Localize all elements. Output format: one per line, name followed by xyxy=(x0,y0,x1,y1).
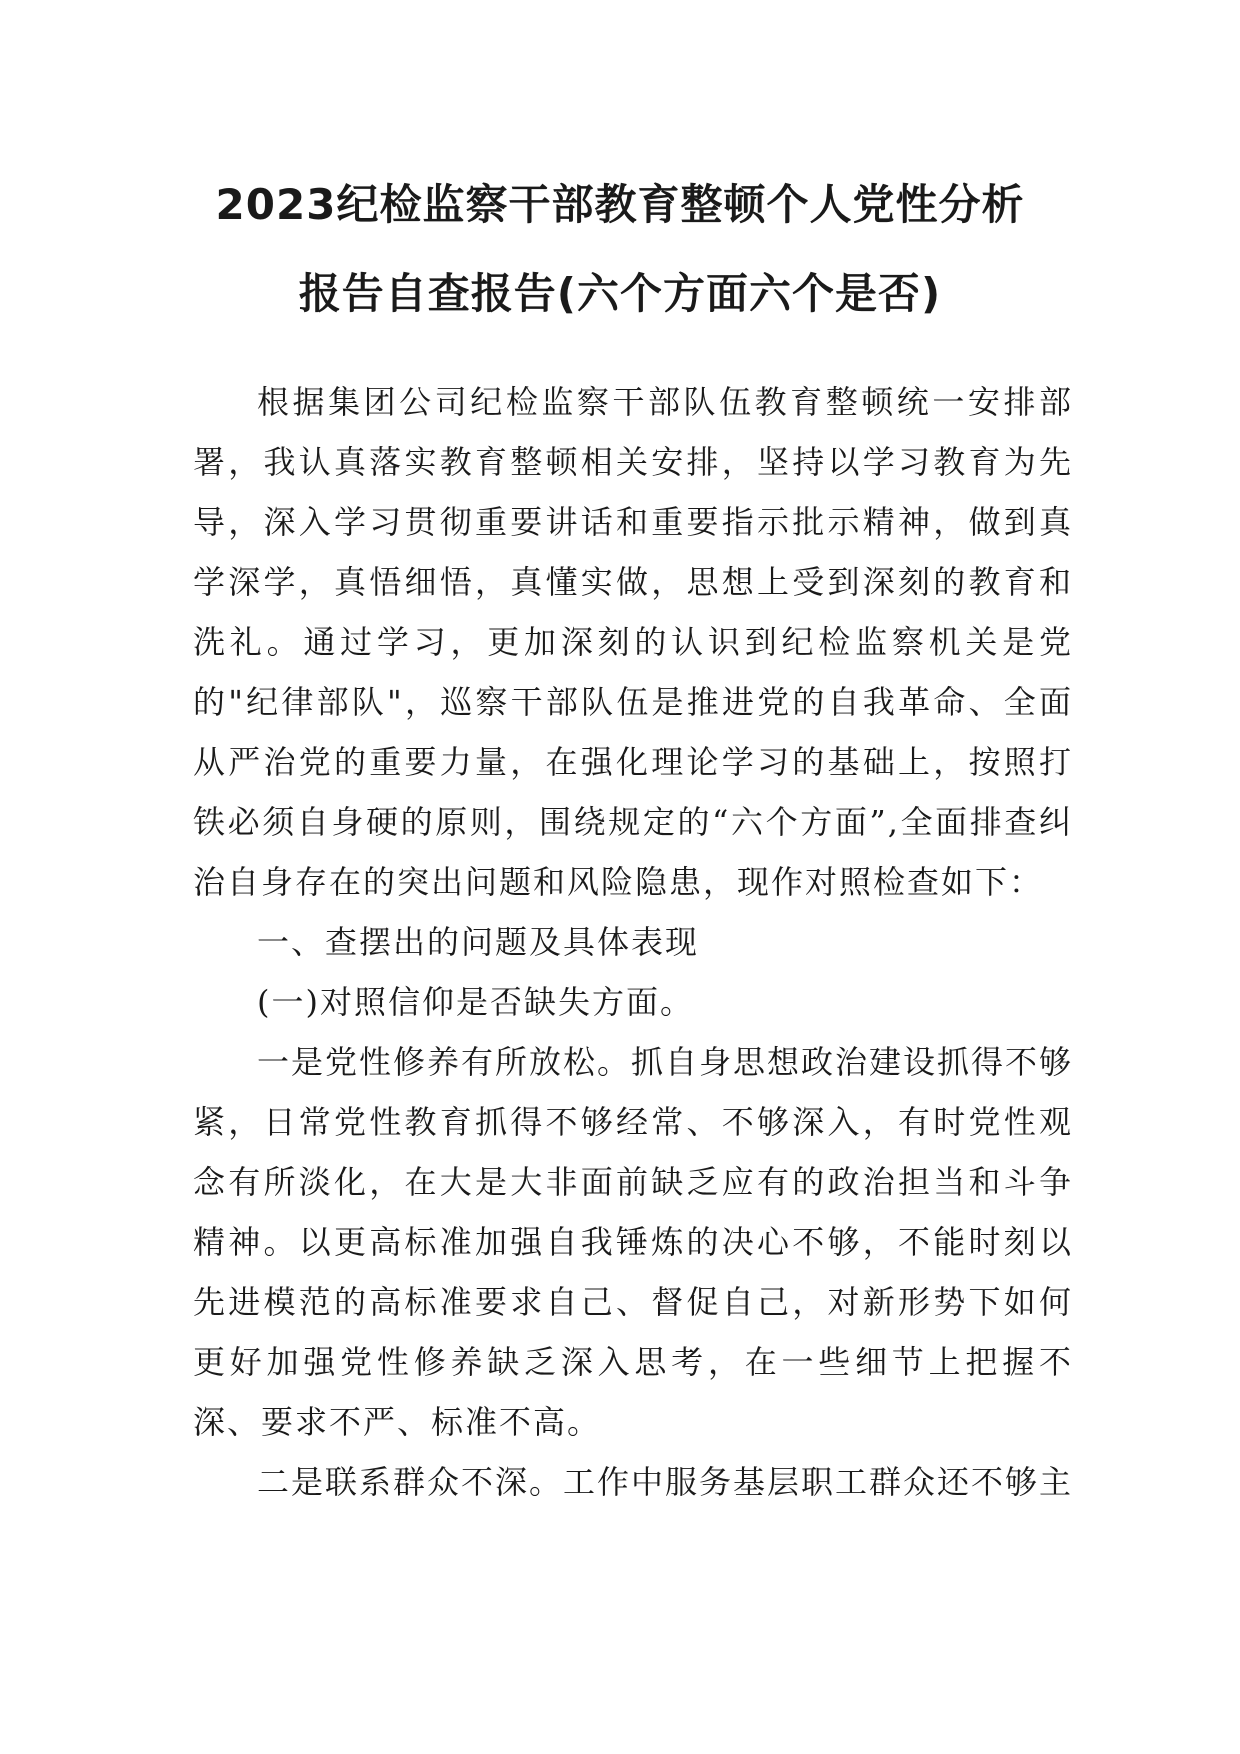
subsection-heading: (一)对照信仰是否缺失方面。 xyxy=(257,983,694,1021)
document-body xyxy=(193,372,1073,1512)
section-heading: 一、查摆出的问题及具体表现 xyxy=(257,923,700,961)
document-title-line-1: 2023纪检监察干部教育整顿个人党性分析 xyxy=(215,180,1025,229)
body-paragraph: 一是党性修养有所放松。抓自身思想政治建设抓得不够紧，日常党性教育抓得不够经常、不够深入，有时党性观念有所淡化，在大是大非面前缺乏应有的政治担当和斗争精神。以更高标准加强自我锤炼的决心不够，不能时刻以先进模范的高标准要求自己、督促自己，对新形势下如何更好加强党性修养缺乏深入思考，在一些细节上把握不深、要求不严、标准不高。 xyxy=(193,1043,1074,1441)
document-title-line-2: 报告自查报告(六个方面六个是否) xyxy=(298,269,942,318)
intro-paragraph: 根据集团公司纪检监察干部队伍教育整顿统一安排部署，我认真落实教育整顿相关安排，坚持以学习教育为先导，深入学习贯彻重要讲话和重要指示批示精神，做到真学深学，真悟细悟，真懂实做，思想上受到深刻的教育和洗礼。通过学习，更加深刻的认识到纪检监察机关是党的"纪律部队"，巡察干部队伍是推进党的自我革命、全面从严治党的重要力量，在强化理论学习的基础上，按照打铁必须自身硬的原则，围绕规定的“六个方面”,全面排查纠治自身存在的突出问题和风险隐患，现作对照检查如下： xyxy=(193,383,1073,901)
body-paragraph: 二是联系群众不深。工作中服务基层职工群众还不够主 xyxy=(257,1463,1074,1501)
